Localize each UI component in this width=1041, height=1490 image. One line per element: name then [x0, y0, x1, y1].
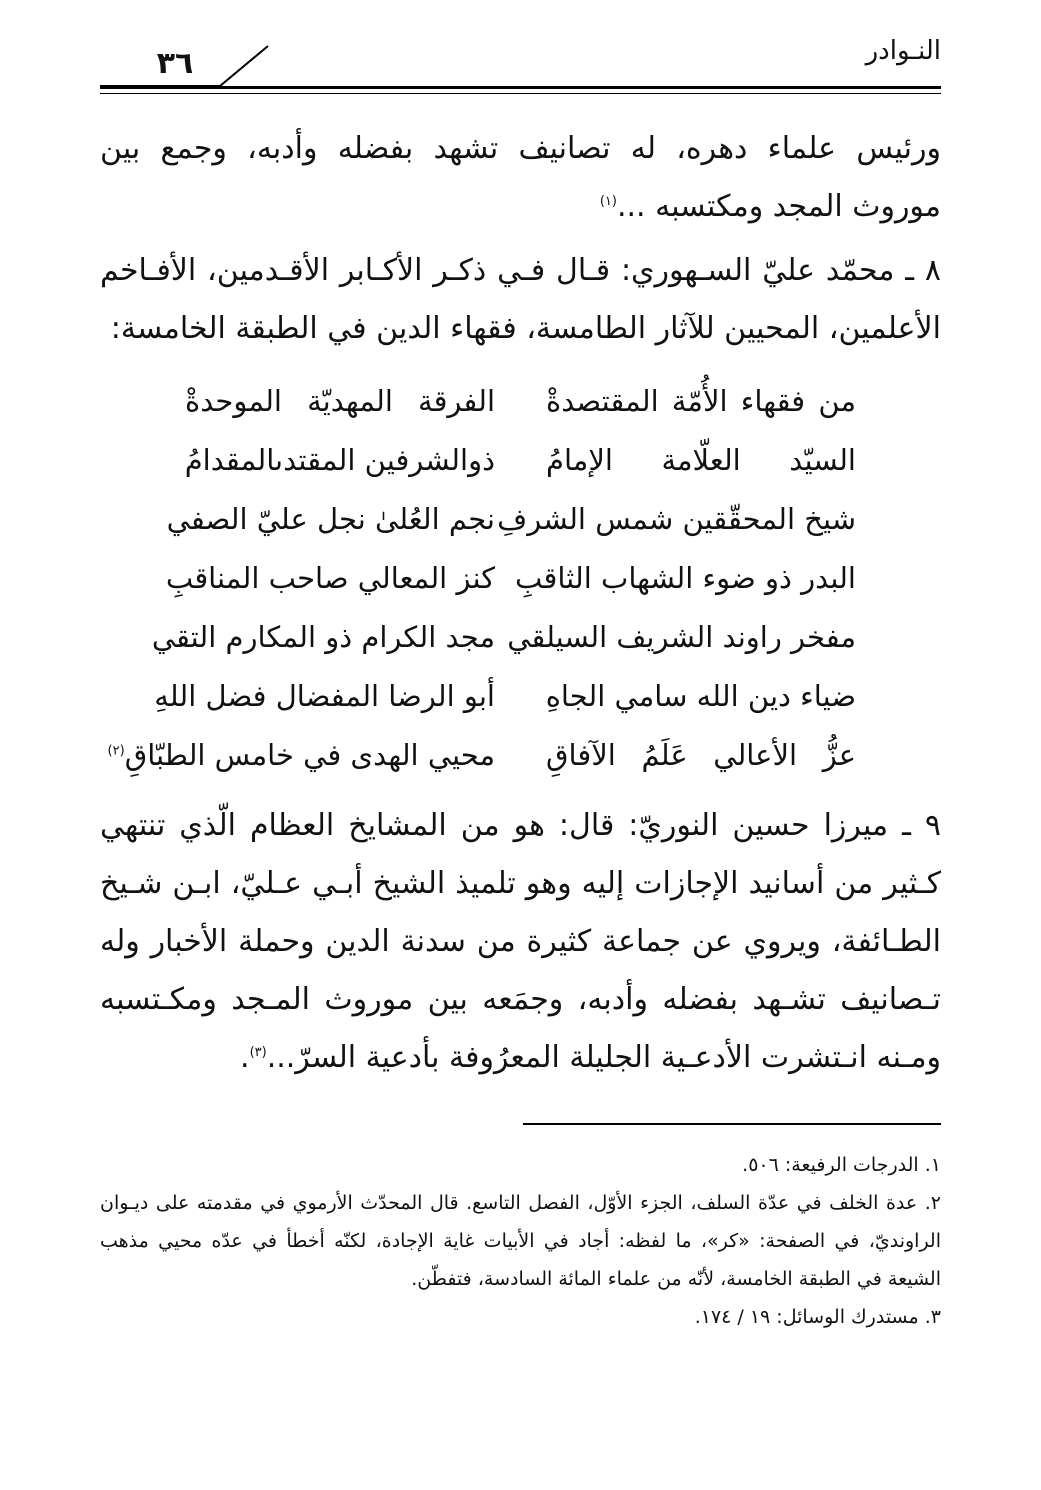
footnote-number: ٣.	[924, 1306, 941, 1328]
verse-hemistich-right: عزُّ الأعالي عَلَمُ الآفاقِ	[546, 738, 856, 772]
verse-line	[151, 608, 856, 667]
paragraph-2: ٨ ـ محمّد عليّ السـهوري: قـال فـي ذكـر الأكـابر الأقـدمين، الأفـاخم الأعلمين، المحيين للآثار الطامسة، فقهاء الدين في الطبقة الخامسة:	[100, 253, 941, 346]
footnote-separator	[523, 1123, 941, 1125]
paragraph-1-text: ورئيس علماء دهره، له تصانيف تشهد بفضله وأدبه، وجمع بين موروث المجد ومكتسبه ...	[100, 131, 941, 224]
page-number: ٣٦	[156, 46, 194, 81]
verse-hemistich-right: السيّد العلّامة الإمامُ	[546, 443, 856, 477]
poem	[107, 372, 856, 785]
main-text-bottom	[100, 797, 941, 1093]
footnotes	[100, 1146, 941, 1336]
verse-line	[185, 431, 856, 490]
header-rule	[100, 86, 941, 89]
running-head: النـوادر	[865, 36, 941, 66]
verse-line	[166, 490, 856, 549]
main-text-top	[100, 120, 941, 364]
verse-hemistich-right: من فقهاء الأُمّة المقتصدةْ	[546, 384, 856, 418]
footnote-ref-3: (٣)	[249, 1045, 267, 1060]
page-number-tab	[100, 44, 270, 86]
footnote-text: الدرجات الرفيعة: ٥٠٦.	[742, 1154, 919, 1176]
verse-hemistich-right: شيخ المحقّقين شمس الشرفِ	[497, 502, 856, 536]
paragraph-1	[100, 120, 941, 236]
verse-last-text: محيي الهدى في خامس الطبّاقِ	[124, 738, 495, 772]
footnote-2	[100, 1184, 941, 1298]
verse-hemistich-left: كنز المعالي صاحب المناقبِ	[165, 561, 495, 595]
verse-line	[185, 372, 856, 431]
verse-hemistich-right: البدر ذو ضوء الشهاب الثاقبِ	[515, 561, 856, 595]
verse-hemistich-left: أبو الرضا المفضال فضل اللهِ	[154, 679, 495, 713]
paragraph-3	[100, 797, 941, 1087]
verse-line	[154, 667, 856, 726]
verse-hemistich-left: نجم العُلىٰ نجل عليّ الصفي	[166, 502, 495, 536]
verse-hemistich-left	[107, 726, 495, 785]
verse-hemistich-left: مجد الكرام ذو المكارم التقي	[151, 620, 495, 654]
paragraph-3-text: ٩ ـ ميرزا حسين النوريّ: قال: هو من المشايخ العظام الّذي تنتهي كـثير من أسانيد الإجازات إليه وهو تلميذ الشيخ أبـي عـليّ، ابـن شـيخ الطـائفة، ويروي عن جماعة كثيرة من سدنة الدين وحملة الأخبار وله تـصانيف تشـهد بفضله وأدبه، وجمَعه بين موروث المـجد ومكـتسبه ومـنه انـتشرت الأدعـية الجليلة المعرُوفة بأدعية السرّ...	[100, 808, 941, 1075]
footnote-3	[100, 1298, 941, 1336]
footnote-ref-1: (١)	[599, 194, 617, 209]
footnote-1	[100, 1146, 941, 1184]
footnote-number: ١.	[924, 1154, 941, 1176]
header-rule-thin	[100, 93, 941, 94]
verse-line	[165, 549, 856, 608]
footnote-ref-2: (٢)	[107, 743, 125, 759]
verse-hemistich-right: مفخر راوند الشريف السيلقي	[507, 620, 856, 654]
verse-line	[107, 726, 856, 785]
footnote-text: عدة الخلف في عدّة السلف، الجزء الأوّل، الفصل التاسع. قال المحدّث الأرموي في مقدمته على ديـوان الراونديّ، في الصفحة: «كر»، ما لفظه: أجاد في الأبيات غاية الإجادة، لكنّه أخطأ في عدّه محيي مذهب الشيعة في الطبقة الخامسة، لأنّه من علماء المائة السادسة، فتفطّن.	[100, 1192, 941, 1290]
verse-hemistich-left: ذوالشرفين المقتدىالمقدامُ	[184, 443, 495, 477]
footnote-text: مستدرك الوسائل: ١٩ / ١٧٤.	[694, 1306, 919, 1328]
footnote-number: ٢.	[924, 1192, 941, 1214]
verse-hemistich-left: الفرقة المهديّة الموحدةْ	[185, 384, 495, 418]
verse-hemistich-right: ضياء دين الله سامي الجاهِ	[545, 679, 856, 713]
paragraph-3-end: .	[240, 1040, 250, 1075]
